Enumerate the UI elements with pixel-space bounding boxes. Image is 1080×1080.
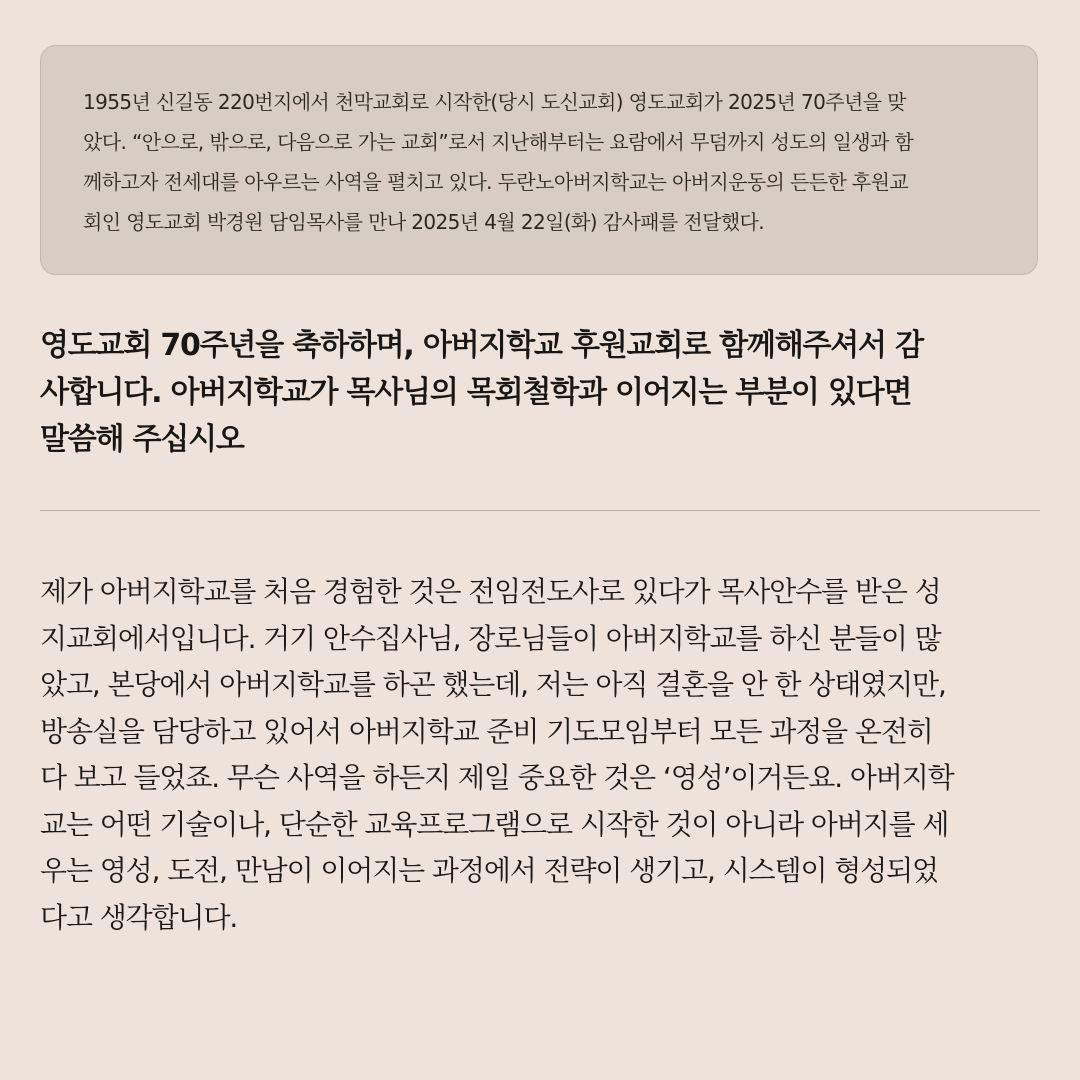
interview-answer: 제가 아버지학교를 처음 경험한 것은 전임전도사로 있다가 목사안수를 받은 성 지교회에서입니다. 거기 안수집사님, 장로님들이 아버지학교를 하신 분들이 많 았고, 본당에서 아버지학교를 하곤 했는데, 저는 아직 결혼을 안 한 상태였지만, 방송실을 담당하고 있어서 아버지학교 준비 기도모임부터 모든 과정을 온전히 다 보고 들었죠. 무슨 사역을 하든지 제일 중요한 것은 ‘영성’이거든요. 아버지학 교는 어떤 기술이나, 단순한 교육프로그램으로 시작한 것이 아니라 아버지를 세 우는 영성, 도전, 만남이 이어지는 과정에서 전략이 생기고, 시스템이 형성되었 다고 생각합니다. (40, 575, 954, 934)
intro-summary-text: 1955년 신길동 220번지에서 천막교회로 시작한(당시 도신교회) 영도교회가 2025년 70주년을 맞 았다. “안으로, 밖으로, 다음으로 가는 교회”로서 지난해부터는 요람에서 무덤까지 성도의 일생과 함 께하고자 전세대를 아우르는 사역을 펼치고 있다. 두란노아버지학교는 아버지운동의 든든한 후원교 회인 영도교회 박경원 담임목사를 만나 2025년 4월 22일(화) 감사패를 전달했다. (83, 90, 914, 234)
section-divider (40, 510, 1040, 511)
intro-summary-box (40, 45, 1038, 275)
interview-question: 영도교회 70주년을 축하하며, 아버지학교 후원교회로 함께해주셔서 감 사합니다. 아버지학교가 목사님의 목회철학과 이어지는 부분이 있다면 말씀해 주십시오 (40, 328, 923, 457)
